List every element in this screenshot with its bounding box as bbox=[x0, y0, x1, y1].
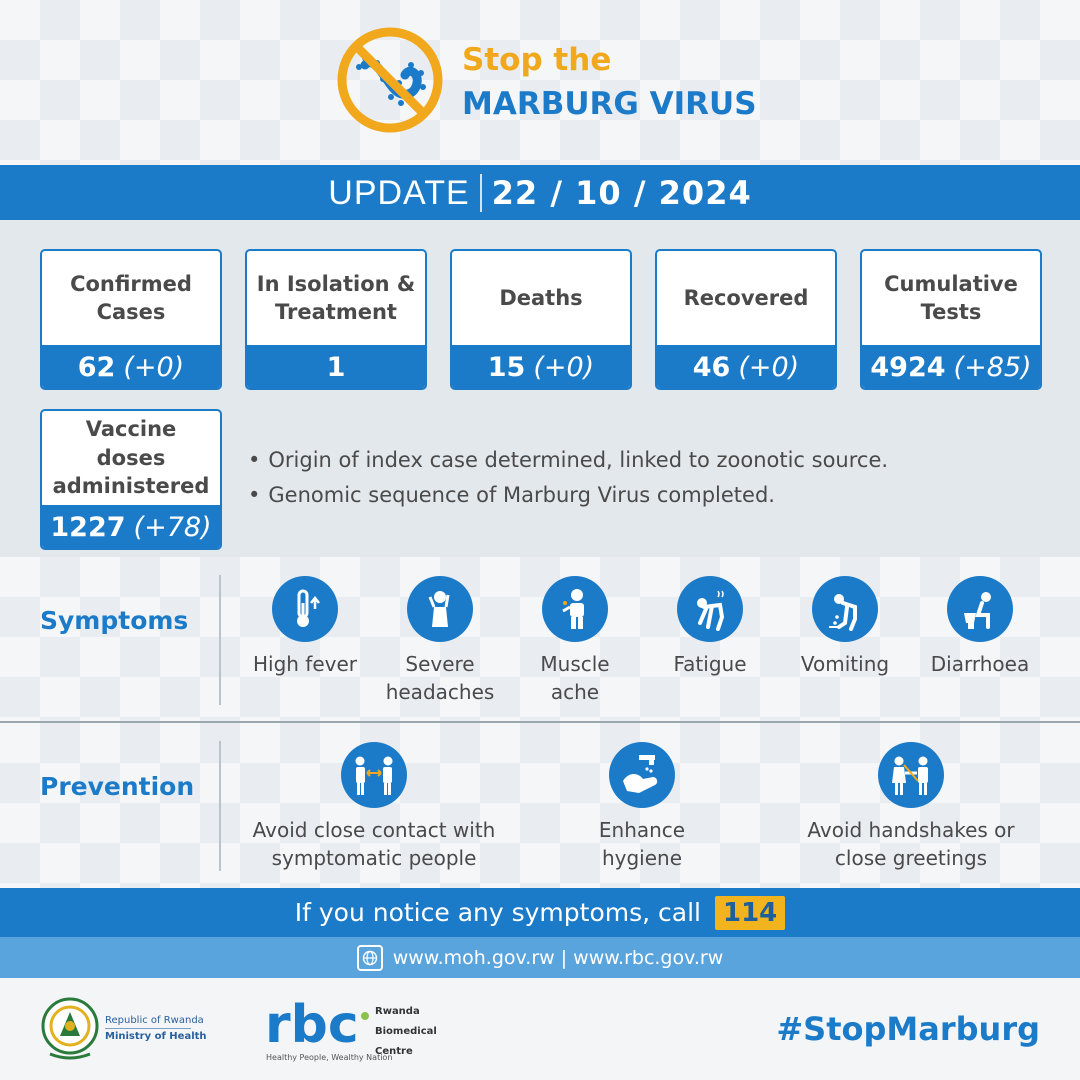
stat-value bbox=[42, 345, 220, 390]
header bbox=[0, 0, 1080, 165]
stat-delta: (+85) bbox=[953, 352, 1032, 383]
stats-area bbox=[0, 220, 1080, 557]
prevention-label: Enhance hygiene bbox=[598, 818, 686, 870]
stat-label: Confirmed Cases bbox=[70, 271, 192, 324]
stat-value bbox=[862, 345, 1040, 390]
footer bbox=[0, 978, 1080, 1080]
thermometer-icon bbox=[272, 576, 338, 642]
stat-label: Deaths bbox=[499, 285, 583, 310]
note-item: • Origin of index case determined, linked to zoonotic source. bbox=[248, 448, 889, 472]
prevention-item bbox=[795, 742, 1027, 872]
stat-number: 15 bbox=[487, 352, 526, 383]
note-item: • Genomic sequence of Marburg Virus completed. bbox=[248, 483, 775, 507]
stat-card-isolation bbox=[245, 249, 427, 390]
prevention-title: Prevention bbox=[40, 772, 195, 801]
stat-value bbox=[42, 505, 220, 550]
symptom-item bbox=[785, 576, 905, 679]
symptom-item bbox=[380, 576, 500, 706]
symptom-item bbox=[245, 576, 365, 679]
stat-label: Cumulative Tests bbox=[884, 271, 1018, 324]
rbc-name-line: Centre bbox=[375, 1046, 413, 1057]
prevention-item bbox=[582, 742, 702, 872]
symptom-label: Severe headaches bbox=[385, 652, 495, 704]
rbc-logo-text: rbc bbox=[265, 996, 359, 1052]
stat-card-tests bbox=[860, 249, 1042, 390]
symptoms-section bbox=[0, 557, 1080, 722]
title-line1: Stop the bbox=[462, 42, 612, 78]
symptom-item bbox=[515, 576, 635, 706]
note-text: Genomic sequence of Marburg Virus completed. bbox=[268, 483, 775, 507]
divider bbox=[219, 741, 221, 871]
diarrhoea-icon bbox=[947, 576, 1013, 642]
stat-number: 62 bbox=[77, 352, 116, 383]
call-bar bbox=[0, 888, 1080, 937]
rbc-logo-icon bbox=[265, 996, 375, 1052]
update-date: 22 / 10 / 2024 bbox=[491, 173, 752, 212]
symptom-item bbox=[920, 576, 1040, 679]
stat-number: 4924 bbox=[870, 352, 946, 383]
call-number[interactable]: 114 bbox=[715, 896, 785, 930]
stat-number: 46 bbox=[692, 352, 731, 383]
stat-number: 1227 bbox=[50, 512, 126, 543]
divider bbox=[219, 575, 221, 705]
prevention-section bbox=[0, 723, 1080, 888]
title-line2: MARBURG VIRUS bbox=[462, 86, 757, 122]
symptom-label: High fever bbox=[252, 652, 358, 676]
stat-card-deaths bbox=[450, 249, 632, 390]
fatigue-icon bbox=[677, 576, 743, 642]
symptom-item bbox=[650, 576, 770, 679]
moh-ministry: Ministry of Health bbox=[105, 1031, 207, 1042]
symptom-label: Vomiting bbox=[800, 652, 890, 676]
stat-number: 1 bbox=[326, 352, 346, 383]
headache-icon bbox=[407, 576, 473, 642]
symptom-label: Muscle ache bbox=[540, 652, 610, 704]
stat-value bbox=[452, 345, 630, 390]
stat-value bbox=[657, 345, 835, 390]
stop-virus-logo-icon bbox=[335, 25, 445, 135]
stat-delta: (+0) bbox=[533, 352, 595, 383]
stat-card-confirmed bbox=[40, 249, 222, 390]
stat-delta: (+0) bbox=[738, 352, 800, 383]
website-bar bbox=[0, 937, 1080, 978]
stat-label: Recovered bbox=[683, 285, 809, 310]
prevention-label: Avoid handshakes or close greetings bbox=[807, 818, 1015, 870]
handshake-icon bbox=[878, 742, 944, 808]
note-text: Origin of index case determined, linked to zoonotic source. bbox=[268, 448, 889, 472]
website-links[interactable]: www.moh.gov.rw | www.rbc.gov.rw bbox=[392, 946, 724, 969]
globe-icon bbox=[357, 945, 383, 971]
handwash-icon bbox=[609, 742, 675, 808]
symptom-label: Diarrhoea bbox=[930, 652, 1030, 676]
stat-label: In Isolation & Treatment bbox=[256, 271, 416, 324]
moh-divider bbox=[105, 1028, 191, 1029]
stat-card-vaccine bbox=[40, 409, 222, 550]
rbc-tagline: Healthy People, Wealthy Nation bbox=[266, 1053, 393, 1062]
rbc-name-line: Biomedical bbox=[375, 1026, 437, 1037]
notes-list bbox=[248, 448, 888, 518]
vomiting-icon bbox=[812, 576, 878, 642]
symptoms-title: Symptoms bbox=[40, 606, 189, 635]
prevention-label: Avoid close contact with symptomatic people bbox=[252, 818, 496, 870]
rwanda-seal-icon bbox=[40, 994, 100, 1062]
stat-delta: (+78) bbox=[133, 512, 212, 543]
symptom-label: Fatigue bbox=[673, 652, 747, 676]
distance-icon bbox=[341, 742, 407, 808]
moh-country: Republic of Rwanda bbox=[105, 1015, 204, 1026]
update-label: UPDATE bbox=[328, 174, 481, 212]
stat-card-recovered bbox=[655, 249, 837, 390]
update-bar bbox=[0, 165, 1080, 220]
stat-delta: (+0) bbox=[123, 352, 185, 383]
call-text: If you notice any symptoms, call bbox=[294, 898, 701, 927]
muscle-ache-icon bbox=[542, 576, 608, 642]
rbc-name-line: Rwanda bbox=[375, 1006, 420, 1017]
stat-label: Vaccine doses administered bbox=[52, 417, 210, 499]
stat-value bbox=[247, 345, 425, 390]
hashtag[interactable]: #StopMarburg bbox=[776, 1010, 1040, 1048]
prevention-item bbox=[248, 742, 500, 872]
